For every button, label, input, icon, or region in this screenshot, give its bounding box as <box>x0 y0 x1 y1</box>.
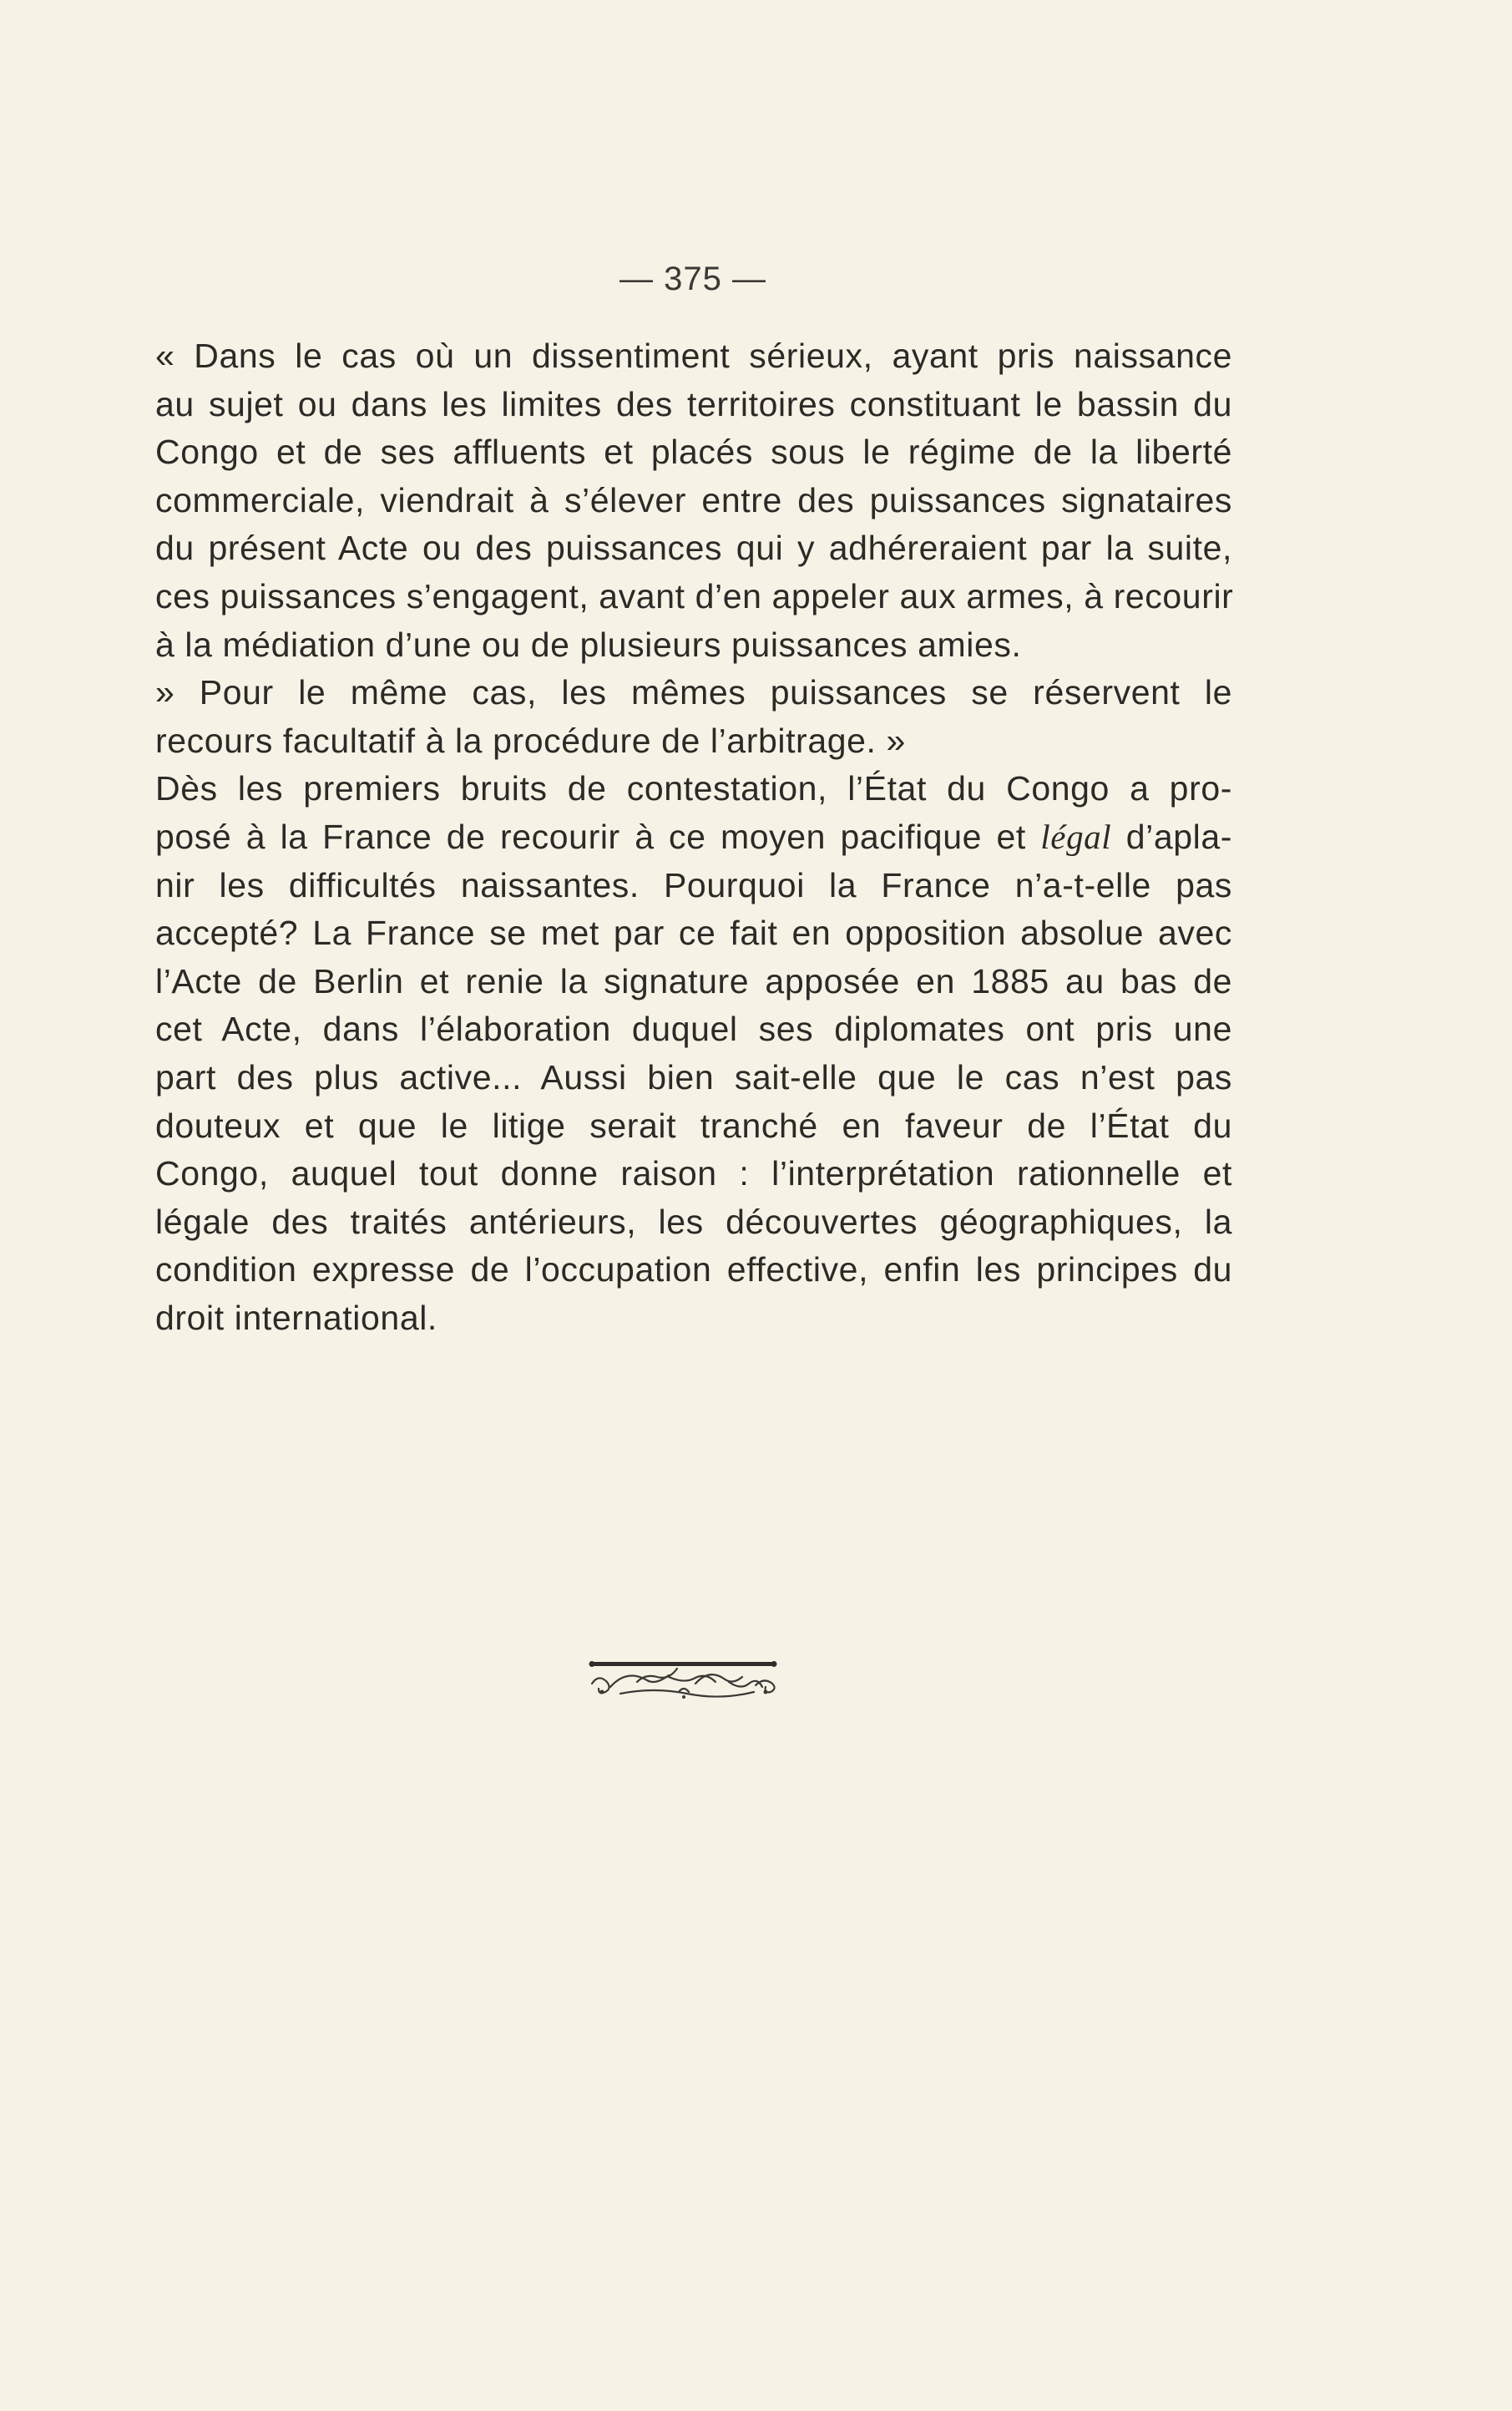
text-line: cet Acte, dans l’élaboration duquel ses diplomates ont pris une <box>155 1010 1232 1049</box>
text-line: accepté? La France se met par ce fait en opposition absolue avec <box>155 914 1232 953</box>
text-line: part des plus active... Aussi bien sait-elle que le cas n’est pas <box>155 1057 1232 1097</box>
text-line: « Dans le cas où un dissentiment sérieux, ayant pris naissance <box>155 337 1232 375</box>
text-line: droit international. <box>155 1298 437 1337</box>
page-number: — 375 — <box>619 261 766 297</box>
text-line: Congo, auquel tout donne raison : l’interprétation rationnelle et <box>155 1154 1232 1193</box>
text-line: du présent Acte ou des puissances qui y adhéreraient par la suite, <box>155 529 1232 568</box>
text-line: au sujet ou dans les limites des territoires constituant le bassin du <box>155 384 1232 423</box>
text-line: ces puissances s’engagent, avant d’en appeler aux armes, à recourir <box>155 576 1234 615</box>
body-text <box>155 332 1232 1342</box>
text-line-with-emphasis <box>155 813 1232 862</box>
text-line: Dès les premiers bruits de contestation, l’État du Congo a pro- <box>155 769 1232 808</box>
text-line: l’Acte de Berlin et renie la signature apposée en 1885 au bas de <box>155 961 1232 1000</box>
emphasized-word: légal <box>1040 817 1112 856</box>
text-line: légale des traités antérieurs, les découvertes géographiques, la <box>155 1202 1232 1241</box>
text-segment: posé à la France de recourir à ce moyen pacifique et <box>155 817 1041 856</box>
text-line: Congo et de ses affluents et placés sous le régime de la liberté <box>155 433 1232 472</box>
text-segment: d’apla- <box>1111 817 1232 856</box>
text-line: condition expresse de l’occupation effective, enfin les principes du <box>155 1250 1232 1289</box>
text-line: commerciale, viendrait à s’élever entre des puissances signataires <box>155 480 1232 519</box>
text-line: douteux et que le litige serait tranché en faveur de l’État du <box>155 1106 1232 1145</box>
text-line: recours facultatif à la procédure de l’arbitrage. » <box>155 721 906 760</box>
text-line: » Pour le même cas, les mêmes puissances se réservent le <box>155 673 1232 712</box>
text-line: nir les difficultés naissantes. Pourquoi la France n’a-t-elle pas <box>155 865 1232 904</box>
decorative-tailpiece-icon <box>587 1659 781 1705</box>
text-line: à la médiation d’une ou de plusieurs puissances amies. <box>155 625 1022 664</box>
